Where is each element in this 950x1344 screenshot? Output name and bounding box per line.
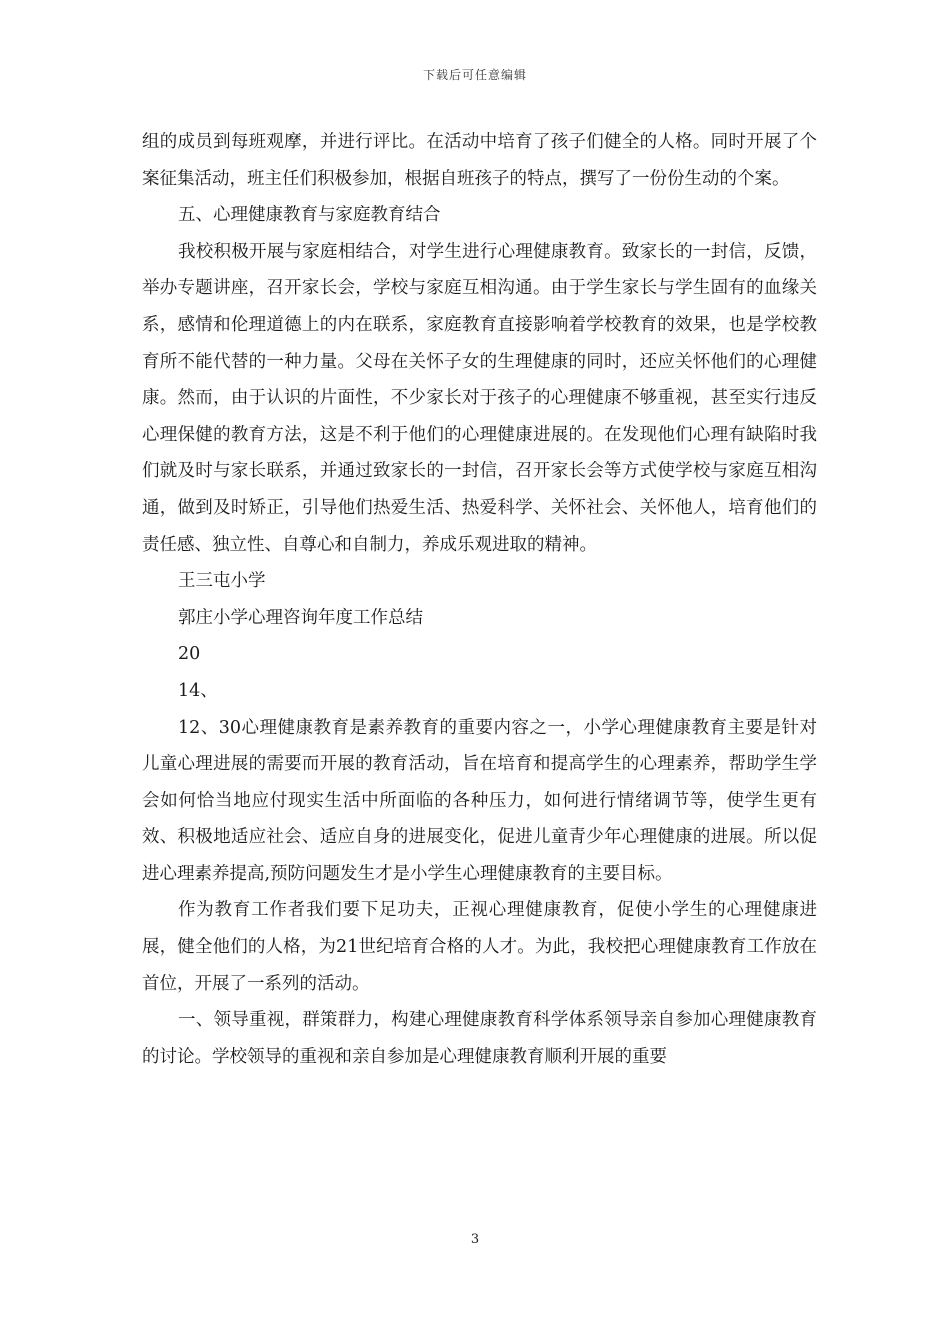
paragraph-continuation: 组的成员到每班观摩，并进行评比。在活动中培育了孩子们健全的人格。同时开展了个案征集活动，班主任们积极参加，根据自班孩子的特点，撰写了一份份生动的个案。 bbox=[142, 132, 817, 189]
page-header: 下载后可任意编辑 bbox=[422, 68, 527, 82]
date-year-part: 20 bbox=[178, 644, 201, 665]
school-signature: 王三屯小学 bbox=[178, 571, 266, 592]
section-heading-one: 一、领导重视，群策群力，构建心理健康教育科学体系领导亲自参加心理健康教育的讨论。学校领导的重视和亲自参加是心理健康教育顺利开展的重要 bbox=[142, 1010, 817, 1067]
report-title: 郭庄小学心理咨询年度工作总结 bbox=[178, 607, 423, 628]
document-body bbox=[142, 124, 817, 1075]
date-year-suffix: 14、 bbox=[178, 680, 218, 701]
paragraph-educators: 作为教育工作者我们要下足功夫，正视心理健康教育，促使小学生的心理健康进展，健全他们的人格，为21世纪培育合格的人才。为此，我校把心理健康教育工作放在首位，开展了一系列的活动。 bbox=[142, 900, 817, 994]
section-heading-five: 五、心理健康教育与家庭教育结合 bbox=[178, 205, 441, 226]
paragraph-family-education: 我校积极开展与家庭相结合，对学生进行心理健康教育。致家长的一封信，反馈，举办专题讲座，召开家长会，学校与家庭互相沟通。由于学生家长与学生固有的血缘关系，感情和伦理道德上的内在联系，家庭教育直接影响着学校教育的效果，也是学校教育所不能代替的一种力量。父母在关怀子女的生理健康的同时，还应关怀他们的心理健康。然而，由于认识的片面性，不少家长对于孩子的心理健康不够重视，甚至实行违反心理保健的教育方法，这是不利于他们的心理健康进展的。在发现他们心理有缺陷时我们就及时与家长联系，并通过致家长的一封信，召开家长会等方式使学校与家庭互相沟通，做到及时矫正，引导他们热爱生活、热爱科学、关怀社会、关怀他人，培育他们的责任感、独立性、自尊心和自制力，养成乐观进取的精神。 bbox=[142, 241, 817, 555]
page-number: 3 bbox=[470, 1232, 480, 1247]
paragraph-intro: 12、30心理健康教育是素养教育的重要内容之一，小学心理健康教育主要是针对儿童心理进展的需要而开展的教育活动，旨在培育和提高学生的心理素养，帮助学生学会如何恰当地应付现实生活中所面临的各种压力，如何进行情绪调节等，使学生更有效、积极地适应社会、适应自身的进展变化，促进儿童青少年心理健康的进展。所以促进心理素养提高,预防问题发生才是小学生心理健康教育的主要目标。 bbox=[142, 717, 817, 884]
